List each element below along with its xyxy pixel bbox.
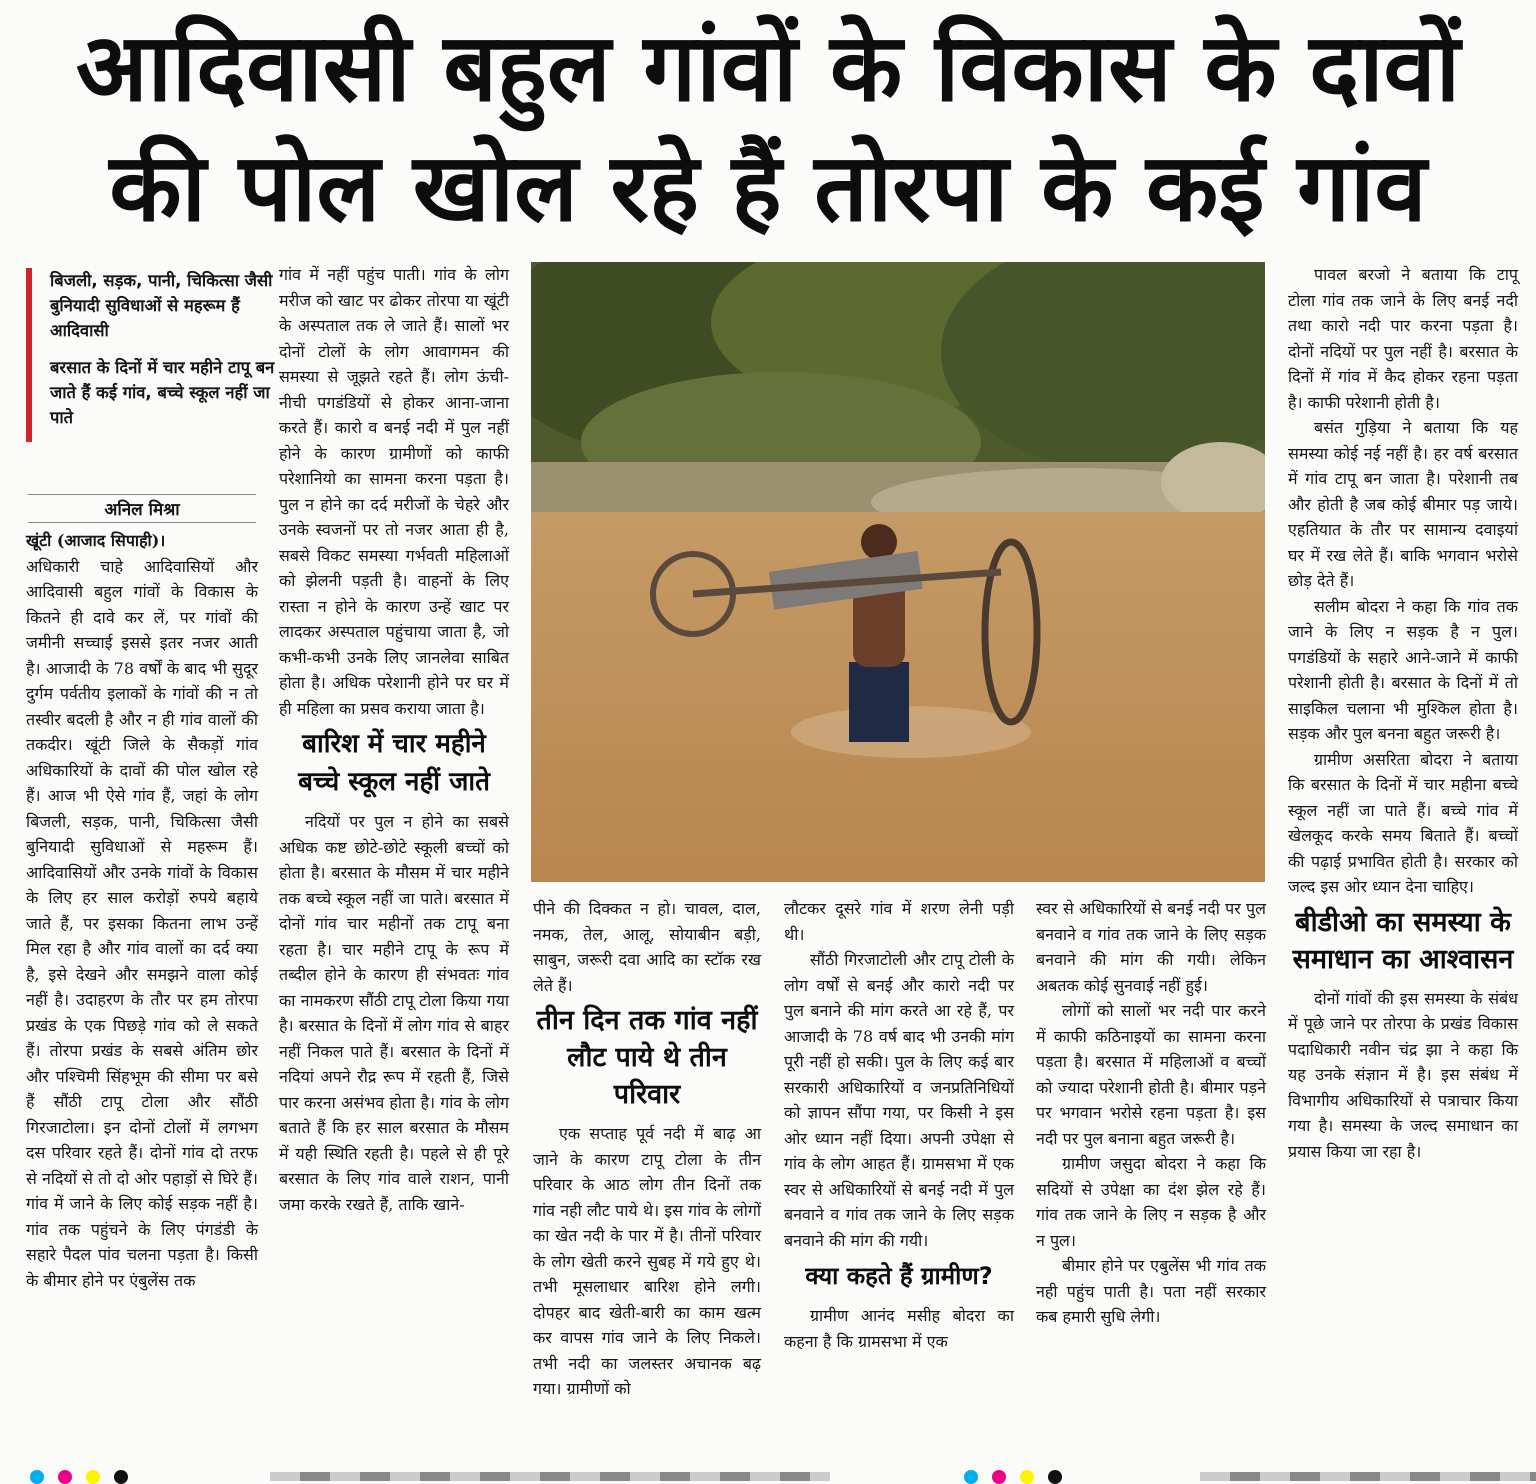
subheading-three-days: तीन दिन तक गांव नहीं लौट पाये थे तीन परिवार [536, 1005, 758, 1110]
col6-p2: बसंत गुड़िया ने बताया कि यह समस्या कोई नई नहीं है। हर वर्ष बरसात में गांव टापू बन जाता है। परेशानी तब और होती है जब कोई बीमार पड़ जाये। एहतियात के तौर पर सामान्य दवाइयां घर में रख लेते हैं। बाकि भगवान भरोसे छोड़ देते हैं। [1288, 418, 1518, 590]
man-carrying-bicycle-across-river-photo [531, 262, 1265, 882]
registration-dot-yellow [86, 1470, 100, 1484]
registration-dot-magenta [58, 1470, 72, 1484]
highlights-box [26, 268, 285, 442]
dateline: खूंटी (आजाद सिपाही)। [26, 531, 166, 550]
registration-dot-yellow-2 [1020, 1470, 1034, 1484]
col6-p3: सलीम बोदरा ने कहा कि गांव तक जाने के लिए न सड़क है न पुल। पगडंडियों के सहारे आने-जाने में काफी परेशानी होती है। बरसात के दिनों में तो साइकिल चलाना भी मुश्किल होता है। सड़क और पुल बनना बहुत जरूरी है। [1288, 596, 1518, 743]
registration-dot-magenta-2 [992, 1470, 1006, 1484]
col3-top-text: पीने की दिक्कत न हो। चावल, दाल, नमक, तेल, आलू, सोयाबीन बड़ी, साबुन, जरूरी दवा आदि का स्टॉक रख लेते हैं। [533, 899, 761, 995]
headline-line-2: की पोल खोल रहे हैं तोरपा के कई गांव [109, 134, 1427, 243]
highlight-2: बरसात के दिनों में चार महीने टापू बन जाते हैं कई गांव, बच्चे स्कूल नहीं जा पाते [50, 358, 275, 427]
byline: अनिल मिश्रा [28, 494, 256, 523]
registration-dot-cyan-2 [964, 1470, 978, 1484]
subheading-bdo: बीडीओ का समस्या के समाधान का आश्वासन [1292, 906, 1514, 975]
registration-dot-black [114, 1470, 128, 1484]
subheading-villagers-say: क्या कहते हैं ग्रामीण? [805, 1262, 993, 1290]
subheading-rain: बारिश में चार महीने बच्चे स्कूल नहीं जाते [298, 729, 490, 797]
col4-top-p1: लौटकर दूसरे गांव में शरण लेनी पड़ी थी। [784, 899, 1014, 944]
color-bar-strip [270, 1472, 830, 1481]
col4-top-p2: सौंठी गिरजाटोली और टापू टोली के लोग वर्षों से बनई और कारो नदी पर पुल बनाने की मांग करते आ रहे हैं, पर आजादी के 78 वर्ष बाद भी उनकी मांग पूरी नहीं हो सकी। पुल के लिए कई बार सरकारी अधिकारियों व जनप्रतिनिधियों को ज्ञापन सौंपा गया, पर किसी ने इस ओर ध्यान नहीं दिया। अपनी उपेक्षा से गांव के लोग आहत हैं। ग्रामसभा में एक स्वर से अधिकारियों से बनई नदी में पुल बनवाने व गांव तक जाने के लिए सड़क बनवाने की मांग की गयी। [784, 950, 1014, 1250]
col5-p2: लोगों को सालों भर नदी पार करने में काफी कठिनाइयों का सामना करना पड़ता है। बरसात में महिलाओं व बच्चों को ज्यादा परेशानी होती है। बीमार पड़ने पर भगवान भरोसे रहना पड़ता है। इस नदी पर पुल बनाना बहुत जरूरी है। [1036, 1001, 1266, 1148]
column-6 [1288, 262, 1518, 1164]
col6-p1: पावल बरजो ने बताया कि टापू टोला गांव तक जाने के लिए बनई नदी तथा कारो नदी पार करना पड़ता है। दोनों नदियों पर पुल नहीं है। बरसात के दिनों में गांव में कैद होकर रहना पड़ता है। काफी परेशानी होती है। [1288, 265, 1518, 412]
col5-p1: स्वर से अधिकारियों से बनई नदी पर पुल बनवाने व गांव तक जाने के लिए सड़क बनवाने की मांग की गयी। लेकिन अबतक कोई सुनवाई नहीं हुई। [1036, 899, 1266, 995]
column-2 [279, 262, 509, 1217]
registration-dot-black-2 [1048, 1470, 1062, 1484]
col1-text: अधिकारी चाहे आदिवासियों और आदिवासी बहुल गांवों के विकास के कितने ही दावे कर लें, पर गांवों की जमीनी सच्चाई इससे इतर नजर आती है। आजादी के 78 वर्षों के बाद भी सुदूर दुर्गम पर्वतीय इलाकों के गांवों की न तो तस्वीर बदली है और न ही गांव वालों की तकदीर। खूंटी जिले के सैकड़ों गांव अधिकारियों के दावों की पोल खोल रहे हैं। आज भी ऐसे गांव हैं, जहां के लोग बिजली, सड़क, पानी, चिकित्सा जैसी बुनियादी सुविधाओं से महरूम हैं। आदिवासियों और उनके गांवों के विकास के लिए हर साल करोड़ों रुपये बहाये जाते हैं, पर इसका कितना लाभ उन्हें मिल रहा है और गांव वालों का दर्द क्या है, इसे देखने और समझने वाला कोई नहीं है। उदाहरण के तौर पर हम तोरपा प्रखंड के एक पिछड़े गांव को ले सकते हैं। तोरपा प्रखंड के सबसे अंतिम छोर और पश्चिमी सिंहभूम की सीमा पर बसे हैं सौंठी टापू टोला और सौंठी गिरजाटोला। इन दोनों टोलों में लगभग दस परिवार रहते हैं। दोनों गांव दो तरफ से नदियों से तो दो ओर पहाड़ों से घिरे हैं। गांव में जाने के लिए कोई सड़क नहीं है। गांव तक पहुंचने के लिए पंगडंडी के सहारे पैदल पांव चलना पड़ता है। किसी के बीमार होने पर एंबुलेंस तक [26, 556, 258, 1290]
col2-bottom-text: नदियों पर पुल न होने का सबसे अधिक कष्ट छोटे-छोटे स्कूली बच्चों को होता है। बरसात के मौसम में चार महीने तक बच्चे स्कूल नहीं जा पाते। बरसात में दोनों गांव चार महीनों तक टापू बना रहता है। चार महीने टापू के रूप में तब्दील होने के कारण ही संभवतः गांव का नामकरण सौंठी टापू टोला किया गया है। बरसात के दिनों में लोग गांव से बाहर नहीं निकल पाते हैं। बरसात के दिनों में नदियां अपने रौद्र रूप में रहती हैं, जिसे पार करना असंभव होता है। गांव के लोग बताते हैं कि हर साल बरसात के मौसम में यही स्थिति रहती है। पहले से ही पूरे बरसात के लिए गांव वाले राशन, पानी जमा करके रखते हैं, ताकि खाने- [279, 812, 509, 1214]
color-bar-strip-2 [1200, 1472, 1536, 1481]
highlight-1: बिजली, सड़क, पानी, चिकित्सा जैसी बुनियादी सुविधाओं से महरूम हैं आदिवासी [50, 271, 273, 340]
column-3 [533, 896, 761, 1402]
column-5 [1036, 896, 1266, 1330]
col5-p4: बीमार होने पर एबुलेंस भी गांव तक नही पहुंच पाती है। पता नहीं सरकार कब हमारी सुधि लेगी। [1036, 1256, 1266, 1326]
registration-dot-cyan [30, 1470, 44, 1484]
col3-bottom-text: एक सप्ताह पूर्व नदी में बाढ़ आ जाने के कारण टापू टोला के तीन परिवार के आठ लोग तीन दिनों तक गांव नही लौट पाये थे। इस गांव के लोगों का खेत नदी के पार में है। तीनों परिवार के लोग खेती करने सुबह में गये हुए थे। तभी मूसलाधार बारिश होने लगी। दोपहर बाद खेती-बारी का काम खत्म कर वापस गांव जाने के लिए निकले। तभी नदी का जलस्तर अचानक बढ़ गया। ग्रामीणों को [533, 1124, 761, 1398]
column-1 [26, 528, 258, 1293]
col5-p3: ग्रामीण जसुदा बोदरा ने कहा कि सदियों से उपेक्षा का दंश झेल रहे हैं। गांव तक जाने के लिए न सड़क है और न पुल। [1036, 1154, 1266, 1250]
col6-p4: ग्रामीण असरिता बोदरा ने बताया कि बरसात के दिनों में चार महीना बच्चे स्कूल नहीं जा पाते हैं। बच्चे गांव में खेलकूद करके समय बिताते हैं। बच्चों की पढ़ाई प्रभावित होती है। सरकार को जल्द इस ओर ध्यान देना चाहिए। [1288, 749, 1518, 896]
column-4 [784, 896, 1014, 1354]
headline-line-1: आदिवासी बहुल गांवों के विकास के दावों [75, 14, 1461, 123]
col2-top-text: गांव में नहीं पहुंच पाती। गांव के लोग मरीज को खाट पर ढोकर तोरपा या खूंटी के अस्पताल तक ले जाते हैं। सालों भर दोनों टोलों के लोग आवागमन की समस्या से जूझते रहते हैं। लोग ऊंची-नीची पगडंडियों से होकर आना-जाना करते हैं। कारो व बनई नदी में पुल नहीं होने के कारण ग्रामीणों को काफी परेशानियो का सामना करना पड़ता है। पुल न होने का दर्द मरीजों के चेहरे और उनके स्वजनों पर तो नजर आता ही है, सबसे विकट समस्या गर्भवती महिलाओं को झेलनी पड़ती है। वाहनों के लिए रास्ता न होने के कारण उन्हें खाट पर लादकर अस्पताल पहुंचाया जाता है, जो कभी-कभी उनके लिए जानलेवा साबित होता है। अधिक परेशानी होने पर घर में ही महिला का प्रसव कराया जाता है। [279, 265, 509, 718]
col4-bottom-text: ग्रामीण आनंद मसीह बोदरा का कहना है कि ग्रामसभा में एक [784, 1306, 1014, 1351]
col6-bottom-text: दोनों गांवों की इस समस्या के संबंध में पूछे जाने पर तोरपा के प्रखंड विकास पदाधिकारी नवीन चंद्र झा ने कहा कि यह उनके संज्ञान में है। इस संबंध में विभागीय अधिकारियों से पत्राचार किया गया है। समस्या के जल्द समाधान का प्रयास किया जा रहा है। [1288, 988, 1518, 1161]
